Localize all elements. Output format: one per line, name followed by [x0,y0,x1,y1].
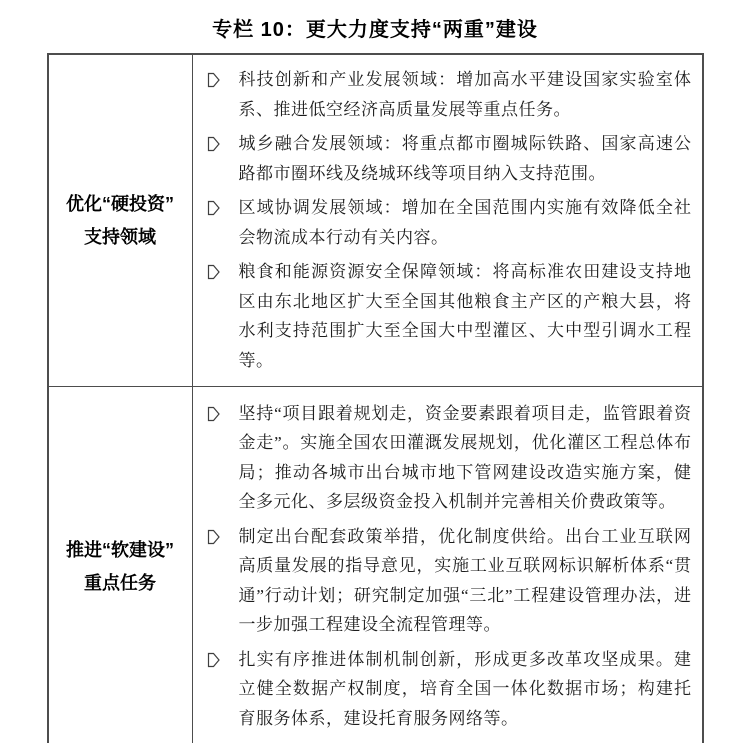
list-item-text: 扎实有序推进体制机制创新，形成更多改革攻坚成果。建立健全数据产权制度，培育全国一体化数据市场；构建托育服务体系，建设托育服务网络等。 [238,649,692,728]
list-item-text: 坚持“项目跟着规划走，资金要素跟着项目走，监管跟着资金走”。实施全国农田灌溉发展规划，优化灌区工程总体布局；推动各城市出台城市地下管网建设改造实施方案，健全多元化、多层级资金投入机制并完善相关价费政策等。 [238,403,692,512]
list-item [207,65,692,124]
row-label-soft-construction [49,387,193,743]
list-item [207,522,692,640]
row-label-line: 推进“软建设” [66,539,174,560]
row-label-line: 重点任务 [84,572,156,593]
list-item-text: 区域协调发展领域：增加在全国范围内实施有效降低全社会物流成本行动有关内容。 [238,198,692,247]
list-item-text: 粮食和能源资源安全保障领域：将高标准农田建设支持地区由东北地区扩大至全国其他粮食主产区的产粮大县，将水利支持范围扩大至全国大中型灌区、大中型引调水工程等。 [238,262,692,370]
list-item-text: 科技创新和产业发展领域：增加高水平建设国家实验室体系、推进低空经济高质量发展等重点任务。 [238,70,692,119]
list-item-text: 城乡融合发展领域：将重点都市圈城际铁路、国家高速公路都市圈环线及绕城环线等项目纳入支持范围。 [238,134,692,183]
row-label-hard-investment [49,55,193,386]
right-arrow-outline-icon [207,645,239,734]
right-arrow-outline-icon [207,522,239,640]
right-arrow-outline-icon [207,257,239,375]
right-arrow-outline-icon [207,65,239,124]
column-table [47,53,704,743]
row-content-soft-construction [193,387,702,743]
row-content-hard-investment [193,55,702,386]
table-row-soft-construction [49,386,702,743]
right-arrow-outline-icon [207,193,239,252]
page-title: 专栏 10：更大力度支持“两重”建设 [212,19,538,41]
right-arrow-outline-icon [207,399,239,517]
list-item [207,257,692,375]
right-arrow-outline-icon [207,129,239,188]
list-item [207,399,692,517]
table-row-hard-investment [49,55,702,386]
row-label-line: 支持领域 [84,226,156,247]
list-item [207,645,692,734]
row-label-line: 优化“硬投资” [66,193,174,214]
list-item [207,193,692,252]
list-item [207,129,692,188]
list-item-text: 制定出台配套政策举措，优化制度供给。出台工业互联网高质量发展的指导意见，实施工业互联网标识解析体系“贯通”行动计划；研究制定加强“三北”工程建设管理办法，进一步加强工程建设全流程管理等。 [238,526,692,635]
